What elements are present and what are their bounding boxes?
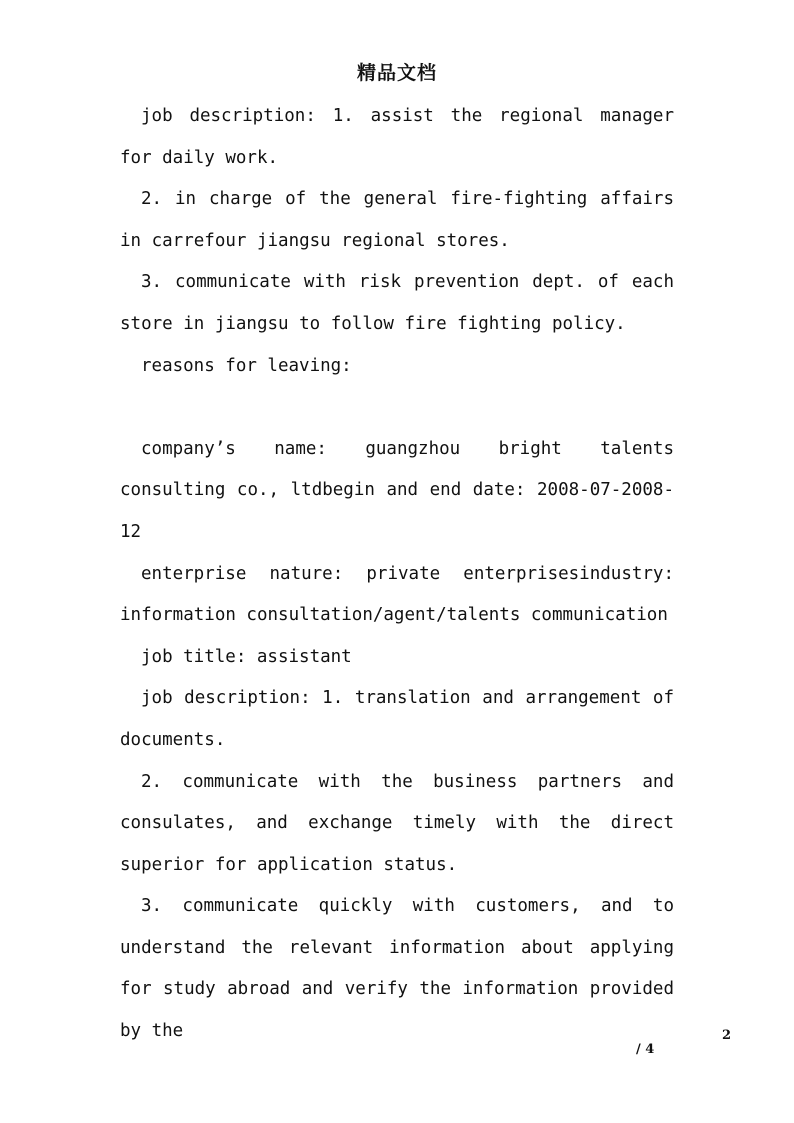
paragraph-duty-communicate-partners: 2. communicate with the business partners and consulates, and exchange timely with the direct superior for application status. [120, 771, 674, 875]
paragraph-duty-communicate-customers: 3. communicate quickly with customers, and to understand the relevant information about applying for study abroad and verify the information provided by the [120, 896, 674, 1042]
paragraph-company-name: company’s name: guangzhou bright talents consulting co., ltdbegin and end date: 2008-07-2008-12 [120, 438, 674, 542]
page-total: / 4 [636, 1042, 655, 1057]
paragraph-blank-line [120, 387, 674, 429]
paragraph-reasons-for-leaving: reasons for leaving: [141, 355, 352, 376]
paragraph-enterprise-nature: enterprise nature: private enterprisesindustry: information consultation/agent/talents communication [120, 563, 674, 626]
document-header-title: 精品文档 [356, 62, 437, 84]
paragraph-job-title: job title: assistant [141, 646, 352, 667]
page-number: 2 [722, 1028, 732, 1043]
paragraph-duty-3: 3. communicate with risk prevention dept. of each store in jiangsu to follow fire fighting policy. [120, 272, 674, 334]
paragraph-duty-2: 2. in charge of the general fire-fighting affairs in carrefour jiangsu regional stores. [120, 189, 674, 251]
paragraph-job-description-2: job description: 1. translation and arrangement of documents. [120, 688, 674, 750]
paragraph-job-description-1: job description: 1. assist the regional manager for daily work. [120, 106, 674, 168]
document-body [120, 96, 674, 1053]
